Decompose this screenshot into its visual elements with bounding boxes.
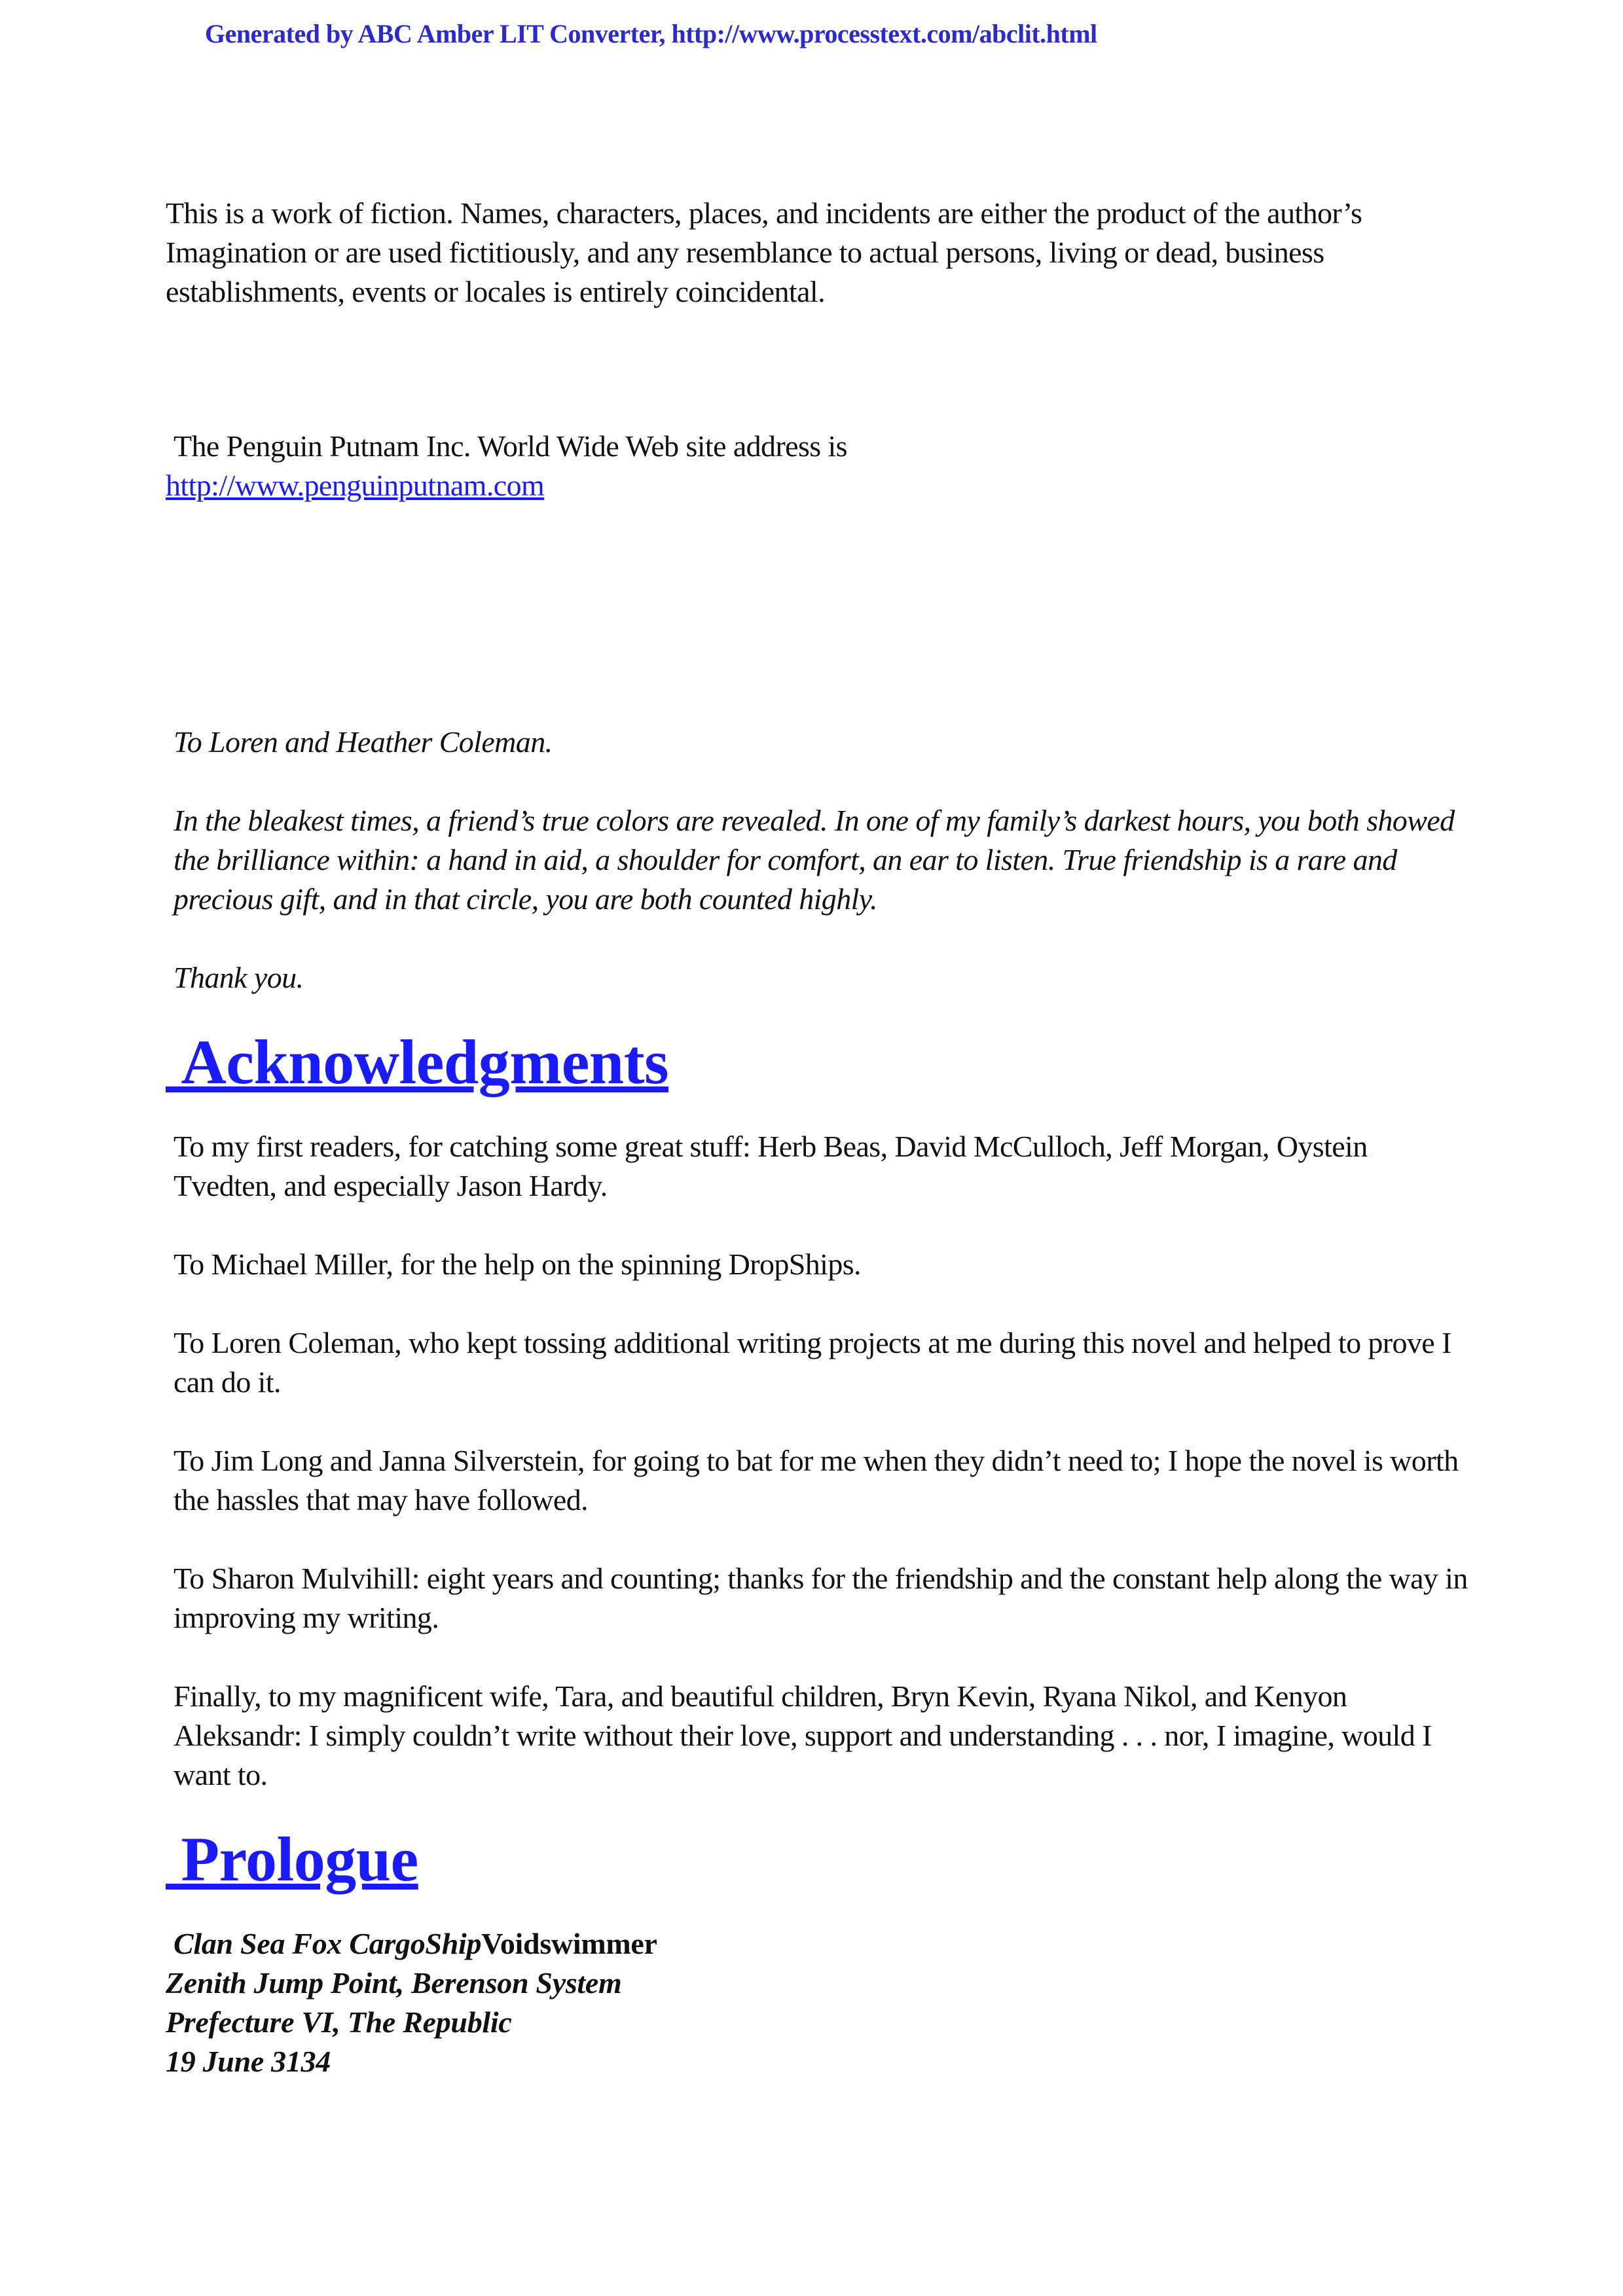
- acknowledgments-heading-text: Acknowledgments: [181, 1027, 669, 1097]
- acknowledgment-paragraph: To Loren Coleman, who kept tossing additional writing projects at me during this novel and helped to prove I can do it.: [173, 1326, 1451, 1399]
- website-notice: The Penguin Putnam Inc. World Wide Web site address is: [173, 429, 847, 463]
- prologue-heading[interactable]: [166, 1823, 1475, 1895]
- acknowledgment-paragraph: To my first readers, for catching some great stuff: Herb Beas, David McCulloch, Jeff Morgan, Oystein Tvedten, and especially Jason Hardy.: [173, 1130, 1368, 1202]
- dedication-closing: Thank you.: [173, 961, 304, 994]
- prologue-location: Zenith Jump Point, Berenson System: [166, 1966, 622, 2000]
- acknowledgment-paragraph: To Michael Miller, for the help on the spinning DropShips.: [173, 1247, 861, 1281]
- acknowledgment-paragraph: Finally, to my magnificent wife, Tara, and beautiful children, Bryn Kevin, Ryana Nikol, and Kenyon Aleksandr: I simply couldn’t write without their love, support and understanding . . . nor, I imagine, would I want to.: [173, 1679, 1432, 1791]
- acknowledgment-paragraph: To Jim Long and Janna Silverstein, for going to bat for me when they didn’t need to; I hope the novel is worth the hassles that may have followed.: [173, 1444, 1459, 1516]
- fiction-disclaimer: This is a work of fiction. Names, characters, places, and incidents are either the product of the author’s Imagination or are used fictitiously, and any resemblance to actual persons, living or dead, business establishments, events or locales is entirely coincidental.: [166, 196, 1362, 308]
- dedication-recipient: To Loren and Heather Coleman.: [173, 725, 553, 759]
- prologue-ship-name: Voidswimmer: [481, 1927, 657, 1960]
- prologue-prefecture: Prefecture VI, The Republic: [166, 2005, 512, 2039]
- prologue-date: 19 June 3134: [166, 2045, 331, 2078]
- dedication-body: In the bleakest times, a friend’s true colors are revealed. In one of my family’s darkest hours, you both showed the brilliance within: a hand in aid, a shoulder for comfort, an ear to listen. True friendship is a rare and precious gift, and in that circle, you are both counted highly.: [173, 804, 1455, 916]
- generator-banner: Generated by ABC Amber LIT Converter, http://www.processtext.com/abclit.html: [205, 19, 1097, 48]
- prologue-heading-text: Prologue: [181, 1824, 418, 1894]
- publisher-website-link[interactable]: http://www.penguinputnam.com: [166, 469, 545, 502]
- prologue-ship-line: [166, 1924, 1475, 1964]
- acknowledgments-heading[interactable]: [166, 1026, 1475, 1098]
- document-content: [166, 194, 1475, 2081]
- acknowledgment-paragraph: To Sharon Mulvihill: eight years and counting; thanks for the friendship and the constant help along the way in improving my writing.: [173, 1562, 1468, 1634]
- prologue-ship-prefix: Clan Sea Fox CargoShip: [173, 1927, 482, 1960]
